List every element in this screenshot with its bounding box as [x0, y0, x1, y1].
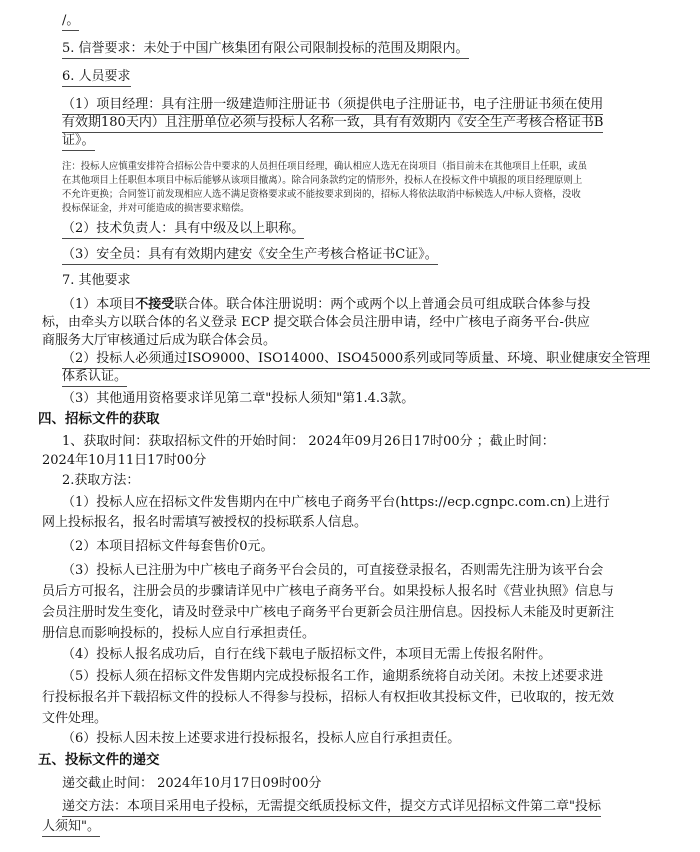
text-line: （4）投标人报名成功后，自行在线下载电子版招标文件，本项目无需上传报名附件。	[62, 647, 552, 662]
text-line: （5）投标人须在招标文件发售期内完成投标报名工作，逾期系统将自动关闭。未按上述要求进	[62, 669, 604, 684]
text-line: 标，由牵头方以联合体的名义登录 ECP 提交联合体会员注册申请，经中广核电子商务平台-供应	[42, 315, 590, 330]
section-subheading: 7. 其他要求	[62, 273, 131, 288]
requirement-item: 5. 信誉要求：未处于中国广核集团有限公司限制投标的范围及期限内。	[62, 40, 469, 59]
text-line: 1、获取时间：获取招标文件的开始时间： 2024年09月26日17时00分 ；截止时间：	[62, 434, 555, 449]
emphasis-text: 不接受	[135, 297, 175, 312]
note-line: 注：投标人应慎重安排符合招标公告中要求的人员担任项目经理，确认相应人选无在岗项目（指目前未在其他项目上任职，或虽	[62, 161, 588, 172]
text-line: 文件处理。	[42, 711, 108, 726]
section-heading: 五、投标文件的递交	[38, 752, 160, 768]
text-line: （6）投标人因未按上述要求进行投标报名，投标人应自行承担责任。	[62, 731, 461, 746]
text-line: （2）本项目招标文件每套售价0元。	[62, 539, 274, 554]
text-line: 递交方法：本项目采用电子投标，无需提交纸质投标文件，提交方式详见招标文件第二章"投标	[62, 798, 601, 817]
requirement-item: （2）技术负责人：具有中级及以上职称。	[62, 220, 304, 239]
section-subheading: 6. 人员要求	[62, 68, 131, 87]
note-line: 不允许更换；合同签订前发现相应人选不满足资格要求或不能按要求到岗的，招标人将依法取消中标候选人/中标人资格，没收	[62, 189, 581, 200]
text-line: （3）投标人已注册为中广核电子商务平台会员的，可直接登录报名，否则需先注册为该平台会	[62, 563, 604, 578]
text-line: 册信息而影响投标的，投标人应自行承担责任。	[42, 626, 316, 641]
text-line: （2）投标人必须通过ISO9000、ISO14000、ISO45000系列或同等质量、环境、职业健康安全管理	[62, 350, 650, 369]
text-line: 体系认证。	[62, 368, 127, 387]
section-heading: 四、招标文件的获取	[38, 411, 160, 427]
text-line: 员后方可报名，注册会员的步骤请详见中广核电子商务平台。如果投标人报名时《营业执照》信息与	[42, 584, 615, 599]
text-line: 有效期180天内）且注册单位必须与投标人名称一致，具有有效期内《安全生产考核合格证书B	[62, 114, 603, 133]
text-line	[62, 296, 590, 313]
text-line: 行投标报名并下载招标文件的投标人不得参与投标，招标人有权拒收其投标文件，已收取的，按无效	[42, 690, 615, 705]
text-segment: 联合体。联合体注册说明：两个或两个以上普通会员可组成联合体参与投	[174, 297, 591, 312]
text-line: 2.获取方法：	[62, 473, 140, 488]
text-line: 人须知"。	[42, 818, 100, 837]
requirement-item: （3）安全员：具有有效期内建安《安全生产考核合格证书C证》。	[62, 246, 438, 265]
text-line: （1）投标人应在招标文件发售期内在中广核电子商务平台(https://ecp.cgnpc.com.cn)上进行	[62, 495, 610, 510]
text-line: /。	[62, 12, 79, 31]
text-line: （3）其他通用资格要求详见第二章"投标人须知"第1.4.3款。	[62, 391, 415, 406]
note-line: 在其他项目上任职但本项目中标后能够从该项目撤离）。除合同条款约定的情形外，投标人在投标文件中填报的项目经理原则上	[62, 175, 583, 186]
text-line: 证》。	[62, 132, 95, 151]
text-line: 递交截止时间： 2024年10月17日09时00分	[62, 776, 322, 791]
text-line: 2024年10月11日17时00分	[42, 453, 207, 468]
text-line: 商服务大厅审核通过后成为联合体会员。	[42, 333, 277, 348]
text-segment: （1）本项目	[62, 297, 136, 312]
text-line: （1）项目经理：具有注册一级建造师注册证书（须提供电子注册证书，电子注册证书须在使用	[62, 96, 603, 115]
note-line: 投标保证金，并对可能造成的损害要求赔偿。	[62, 203, 250, 214]
text-line: 会员注册时发生变化，请及时登录中广核电子商务平台更新会员注册信息。因投标人未能及时更新注	[42, 605, 615, 620]
text-line: 网上投标报名，报名时需填写被授权的投标联系人信息。	[42, 515, 368, 530]
